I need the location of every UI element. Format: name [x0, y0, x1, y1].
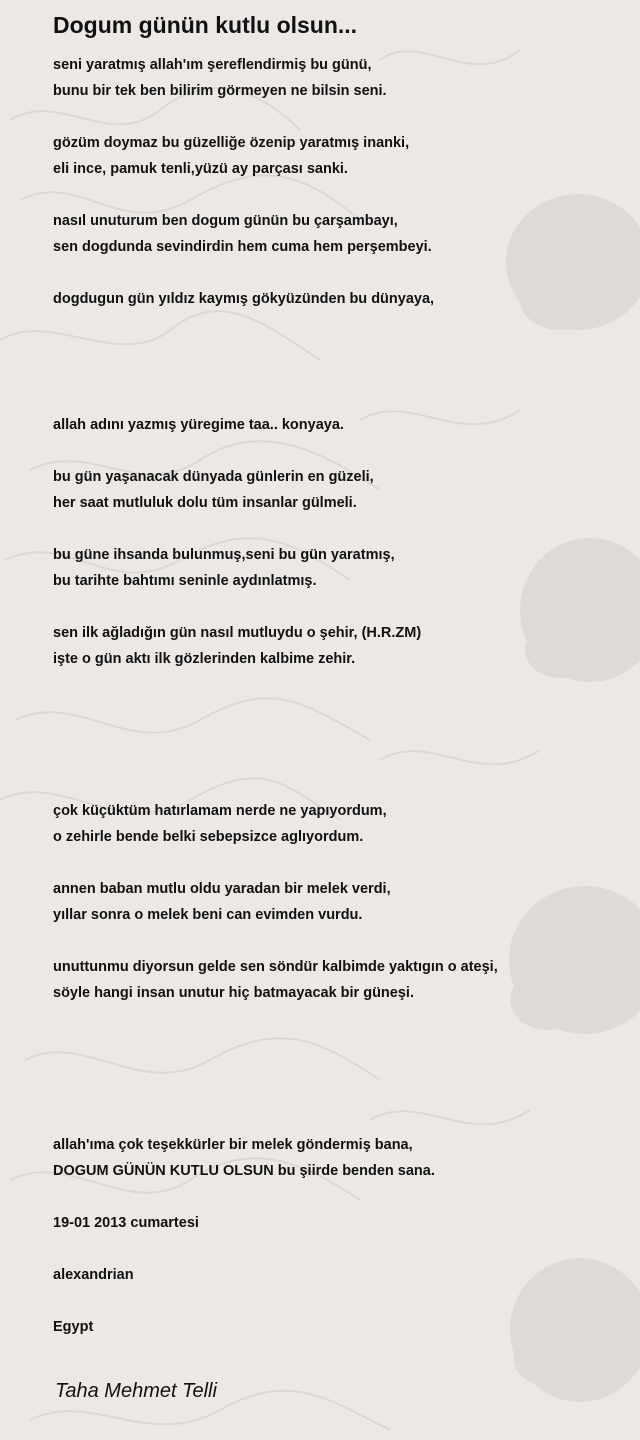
poem-location-city: alexandrian — [53, 1267, 134, 1283]
poem-line: bu güne ihsanda bulunmuş,seni bu gün yaratmış, — [53, 547, 395, 563]
poem-line: çok küçüktüm hatırlamam nerde ne yapıyordum, — [53, 803, 387, 819]
poem-line: sen dogdunda sevindirdin hem cuma hem perşembeyi. — [53, 239, 432, 255]
poem-location-country: Egypt — [53, 1319, 94, 1335]
poem-line: annen baban mutlu oldu yaradan bir melek verdi, — [53, 881, 391, 897]
poem-line: DOGUM GÜNÜN KUTLU OLSUN bu şiirde benden sana. — [53, 1163, 435, 1179]
poem-date: 19-01 2013 cumartesi — [53, 1215, 199, 1231]
poem-line: unuttunmu diyorsun gelde sen söndür kalbimde yaktıgın o ateşi, — [53, 959, 498, 975]
poem-line: işte o gün aktı ilk gözlerinden kalbime zehir. — [53, 651, 356, 667]
poem-line: nasıl unuturum ben dogum günün bu çarşambayı, — [53, 213, 398, 229]
poem-line: gözüm doymaz bu güzelliğe özenip yaratmış inanki, — [53, 135, 410, 151]
poem-line: eli ince, pamuk tenli,yüzü ay parçası sanki. — [53, 161, 348, 177]
poem-line: bunu bir tek ben bilirim görmeyen ne bilsin seni. — [53, 83, 387, 99]
poem-line: dogdugun gün yıldız kaymış gökyüzünden bu dünyaya, — [53, 291, 435, 307]
poem-line: yıllar sonra o melek beni can evimden vurdu. — [53, 907, 363, 923]
poem-line: her saat mutluluk dolu tüm insanlar gülmeli. — [53, 495, 357, 511]
poem-title: Dogum günün kutlu olsun... — [53, 12, 358, 38]
poem-line: söyle hangi insan unutur hiç batmayacak bir güneşi. — [53, 985, 414, 1001]
poem-line: sen ilk ağladığın gün nasıl mutluydu o şehir, (H.R.ZM) — [53, 625, 422, 641]
poem-line: seni yaratmış allah'ım şereflendirmiş bu günü, — [53, 57, 372, 73]
poem-author: Taha Mehmet Telli — [55, 1380, 217, 1402]
poem-line: o zehirle bende belki sebepsizce aglıyordum. — [53, 829, 364, 845]
poem-line: allah'ıma çok teşekkürler bir melek göndermiş bana, — [53, 1137, 413, 1153]
poem-line: allah adını yazmış yüregime taa.. konyaya. — [53, 417, 344, 433]
poem-line: bu gün yaşanacak dünyada günlerin en güzeli, — [53, 469, 374, 485]
poem-line: bu tarihte bahtımı seninle aydınlatmış. — [53, 573, 317, 589]
